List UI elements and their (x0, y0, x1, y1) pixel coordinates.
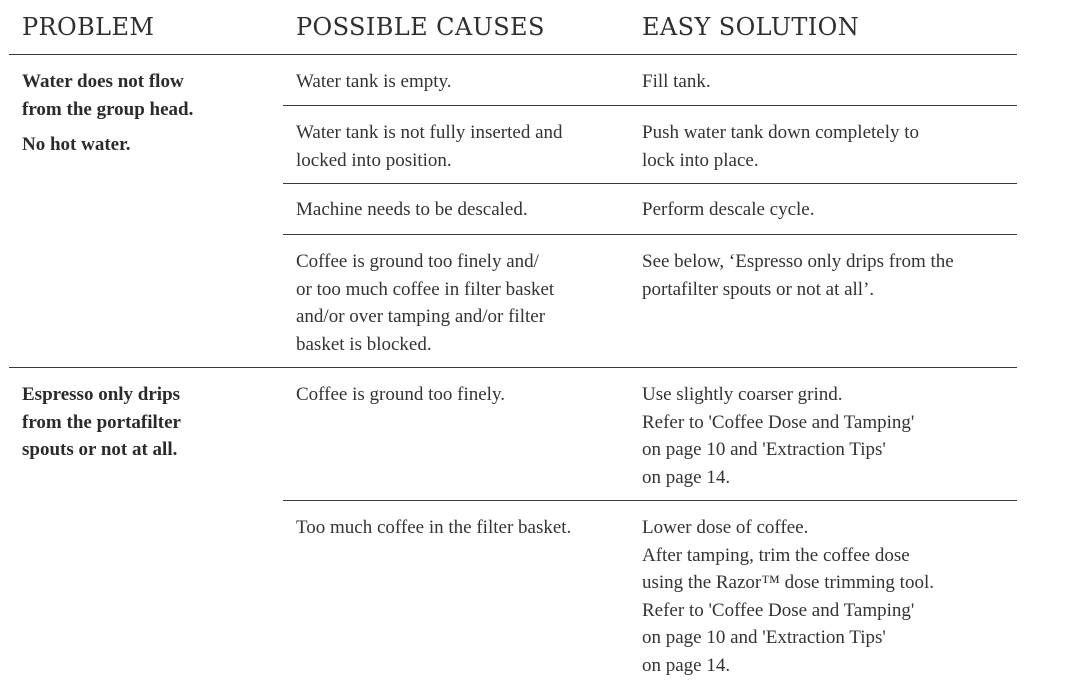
cause-ground-too-finely (296, 381, 505, 409)
solution-lower-dose (642, 514, 934, 679)
solution-see-below (642, 248, 954, 303)
solution-line: After tamping, trim the coffee dose (642, 544, 910, 566)
solution-line: Refer to 'Coffee Dose and Tamping' (642, 599, 915, 621)
solution-line: Lower dose of coffee. (642, 517, 809, 538)
cause-line: Machine needs to be descaled. (296, 199, 528, 220)
cause-line: Coffee is ground too finely. (296, 384, 505, 405)
solution-line: Use slightly coarser grind. (642, 384, 843, 405)
problem-water-no-flow (22, 68, 193, 159)
cause-line: Water tank is not fully inserted and (296, 122, 563, 143)
problem-line: Water does not flow (22, 71, 184, 92)
solution-fill-tank (642, 68, 711, 96)
header-easy-solution: EASY SOLUTION (642, 13, 860, 41)
row-divider (283, 500, 1017, 501)
solution-line: Perform descale cycle. (642, 199, 815, 220)
solution-line: lock into place. (642, 149, 759, 171)
cause-line: Too much coffee in the filter basket. (296, 517, 572, 538)
cause-line: or too much coffee in filter basket (296, 278, 555, 300)
solution-line: Refer to 'Coffee Dose and Tamping' (642, 411, 915, 433)
header-possible-causes: POSSIBLE CAUSES (296, 13, 545, 41)
problem-line: from the portafilter (22, 411, 181, 433)
cause-line: and/or over tamping and/or filter (296, 306, 546, 327)
solution-push-tank (642, 119, 919, 174)
solution-line: Push water tank down completely to (642, 122, 920, 143)
group-divider (9, 367, 1017, 368)
solution-line: on page 10 and 'Extraction Tips' (642, 439, 886, 460)
cause-tank-not-inserted (296, 119, 563, 174)
cause-line: locked into position. (296, 149, 452, 171)
row-divider (283, 183, 1017, 184)
problem-line: No hot water. (22, 134, 131, 155)
cause-too-much-coffee (296, 514, 571, 542)
cause-line: Coffee is ground too finely and/ (296, 251, 539, 272)
cause-ground-too-fine-or-blocked (296, 248, 554, 358)
solution-line: portafilter spouts or not at all’. (642, 278, 875, 300)
solution-line: Fill tank. (642, 71, 711, 92)
solution-line: on page 14. (642, 466, 731, 488)
solution-descale-cycle (642, 196, 815, 224)
cause-needs-descale (296, 196, 528, 224)
header-problem: PROBLEM (22, 13, 155, 41)
problem-espresso-drips (22, 381, 181, 464)
row-divider (283, 234, 1017, 235)
header-divider (9, 54, 1017, 55)
solution-line: on page 10 and 'Extraction Tips' (642, 627, 886, 648)
problem-line: Espresso only drips (22, 384, 181, 405)
problem-line: from the group head. (22, 98, 194, 120)
row-divider (283, 105, 1017, 106)
problem-line: spouts or not at all. (22, 439, 178, 460)
solution-line: See below, ‘Espresso only drips from the (642, 251, 954, 272)
cause-line: Water tank is empty. (296, 71, 452, 92)
solution-line: using the Razor™ dose trimming tool. (642, 572, 934, 593)
solution-coarser-grind (642, 381, 914, 491)
cause-tank-empty (296, 68, 452, 96)
cause-line: basket is blocked. (296, 333, 432, 355)
solution-line: on page 14. (642, 654, 731, 676)
